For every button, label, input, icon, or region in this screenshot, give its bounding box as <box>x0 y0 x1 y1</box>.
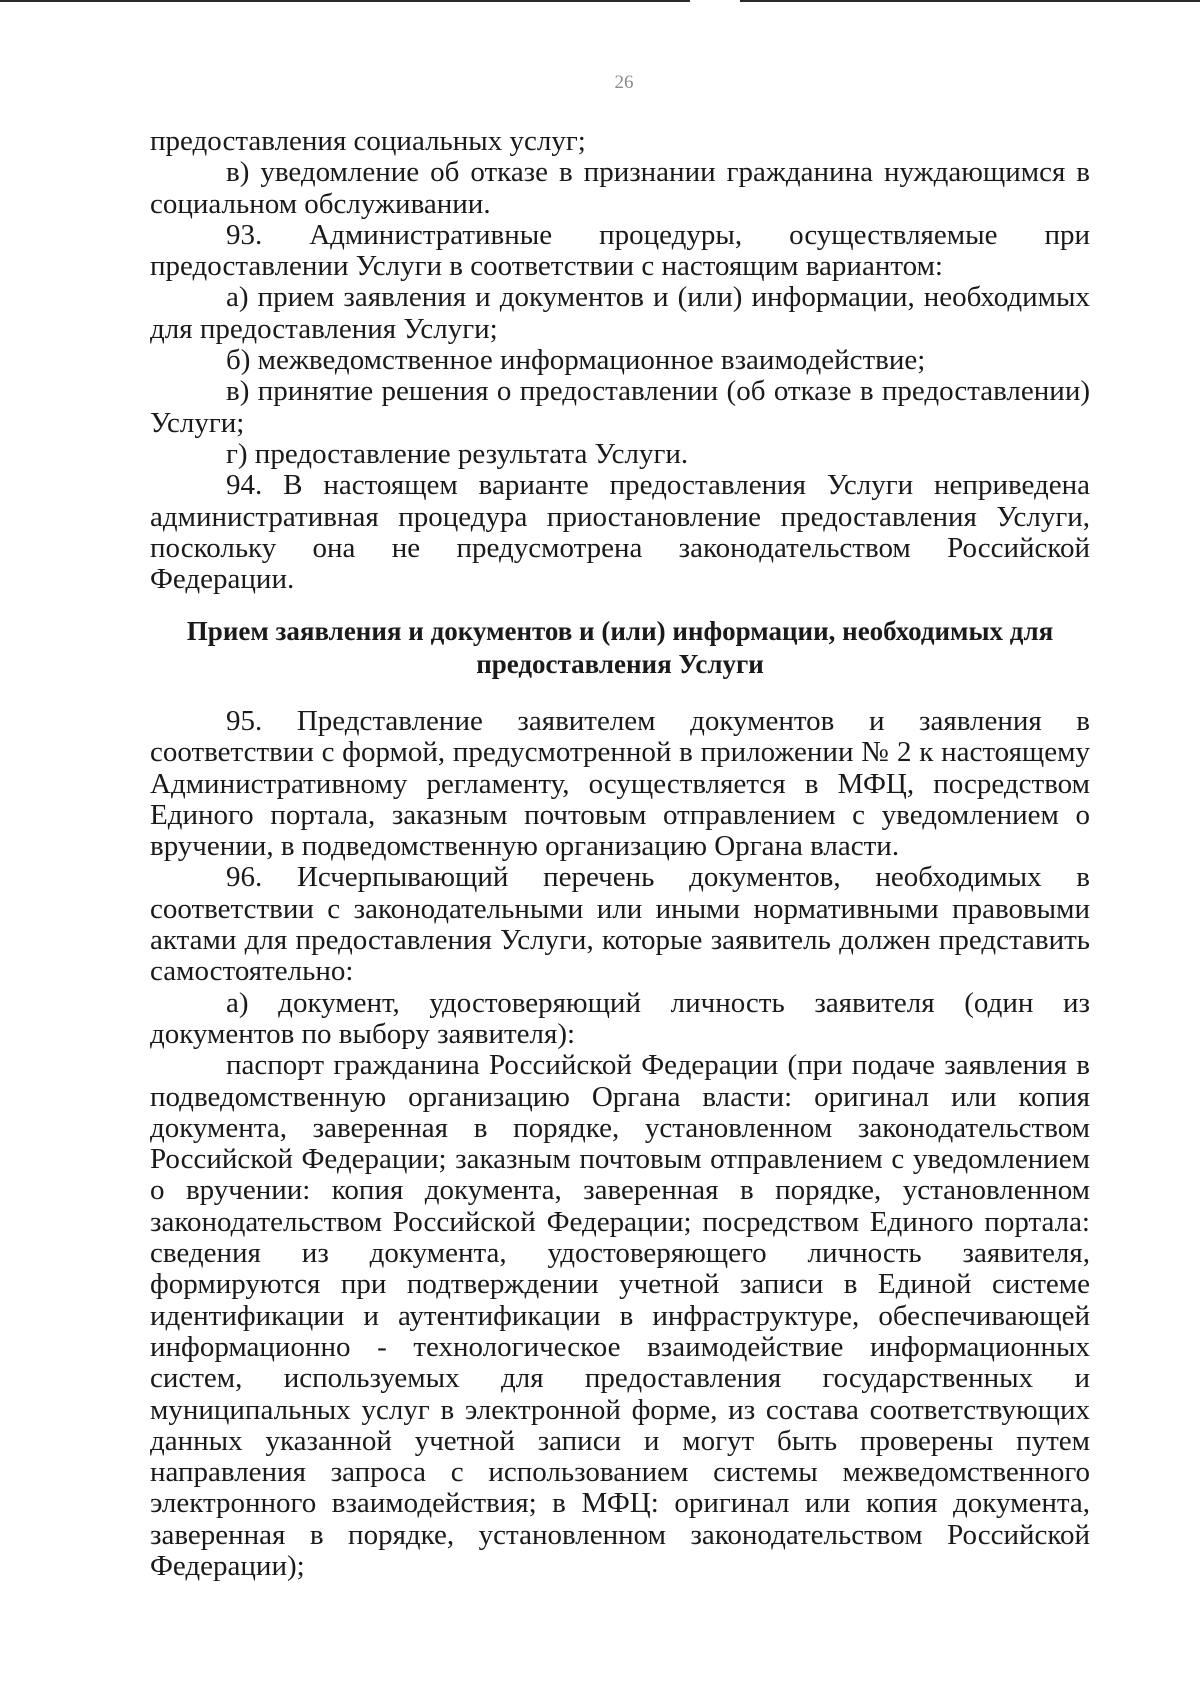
paragraph-93-b: б) межведомственное информационное взаимодействие; <box>226 344 926 377</box>
text-block-lower <box>150 706 1090 1582</box>
section-heading <box>150 615 1090 681</box>
paragraph-item-v-notice: в) уведомление об отказе в признании гражданина нуждающимся в социальном обслуживании. <box>150 156 1090 220</box>
page-number: 26 <box>614 72 634 93</box>
paragraph-93: 93. Административные процедуры, осуществляемые при предоставлении Услуги в соответствии с настоящим вариантом: <box>150 218 1090 283</box>
paragraph-94: 94. В настоящем варианте предоставления Услуги неприведена административная процедура приостановление предоставления Услуги, поскольку она не предусмотрена законодательством Российской Федерации. <box>150 469 1090 596</box>
paragraph-93-a: а) прием заявления и документов и (или) информации, необходимых для предоставления Услуги; <box>150 281 1090 345</box>
paragraph-96-a: а) документ, удостоверяющий личность заявителя (один из документов по выбору заявителя): <box>150 986 1090 1050</box>
scan-top-edge-line <box>0 0 1200 2</box>
text-block-upper <box>150 126 1090 595</box>
paragraph-93-v: в) принятие решения о предоставлении (об отказе в предоставлении) Услуги; <box>150 375 1090 439</box>
paragraph-95: 95. Представление заявителем документов и заявления в соответствии с формой, предусмотренной в приложении № 2 к настоящему Административному регламенту, осуществляется в МФЦ, посредством Единого портала, заказным почтовым отправлением с уведомлением о вручении, в подведомственную организацию Органа власти. <box>150 705 1090 863</box>
paragraph-continuation: предоставления социальных услуг; <box>150 125 586 157</box>
paragraph-93-g: г) предоставление результата Услуги. <box>226 437 689 470</box>
scan-top-edge-gap <box>690 0 740 2</box>
paragraph-passport: паспорт гражданина Российской Федерации (при подаче заявления в подведомственную организацию Органа власти: оригинал или копия документа, заверенная в порядке, установленном законодательством Российской Федерации; заказным почтовым отправлением с уведомлением о вручении: копия документа, заверенная в порядке, установленном законодательством Российской Федерации; посредством Единого портала: сведения из документа, удостоверяющего личность заявителя, формируются при подтверждении учетной записи в Единой системе идентификации и аутентификации в инфраструктуре, обеспечивающей информационно - технологическое взаимодействие информационных систем, используемых для предоставления государственных и муниципальных услуг в электронной форме, из состава соответствующих данных указанной учетной записи и могут быть проверены путем направления запроса с использованием системы межведомственного электронного взаимодействия; в МФЦ: оригинал или копия документа, заверенная в порядке, установленном законодательством Российской Федерации); <box>150 1049 1090 1583</box>
section-heading-line-2: предоставления Услуги <box>476 649 764 679</box>
section-heading-line-1: Прием заявления и документов и (или) информации, необходимых для <box>186 616 1054 646</box>
paragraph-96: 96. Исчерпывающий перечень документов, необходимых в соответствии с законодательными или иными нормативными правовыми актами для предоставления Услуги, которые заявитель должен представить самостоятельно: <box>150 861 1090 988</box>
